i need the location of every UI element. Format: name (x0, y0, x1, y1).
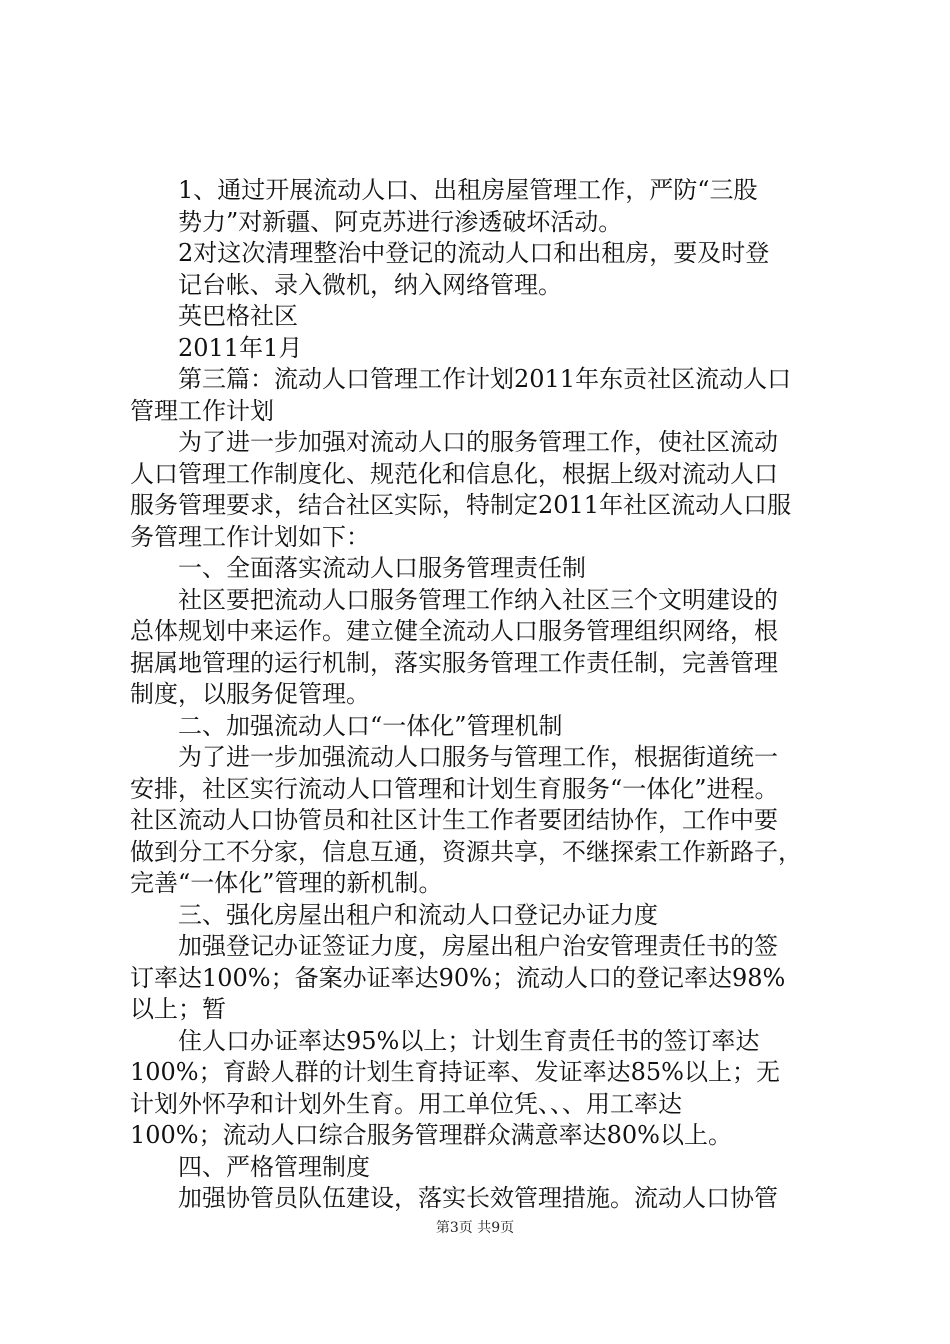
text-line: 社区流动人口协管员和社区计生工作者要团结协作，工作中要 (130, 806, 778, 834)
page-footer: 第3页 共9页 (435, 1220, 515, 1236)
text-line: 记台帐、录入微机，纳入网络管理。 (178, 270, 562, 299)
text-line: 势力”对新疆、阿克苏进行渗透破坏活动。 (178, 207, 623, 236)
text-line: 四、严格管理制度 (178, 1152, 370, 1181)
text-line: 100%；育龄人群的计划生育持证率、发证率达85%以上；无 (130, 1058, 780, 1086)
text-line: 为了进一步加强对流动人口的服务管理工作，使社区流动 (178, 428, 778, 456)
text-line: 2对这次清理整治中登记的流动人口和出租房，要及时登 (178, 239, 770, 267)
text-line: 安排，社区实行流动人口管理和计划生育服务“一体化”进程。 (130, 774, 779, 803)
text-line: 完善“一体化”管理的新机制。 (130, 869, 443, 897)
text-line: 二、加强流动人口“一体化”管理机制 (178, 711, 563, 740)
text-line: 2011年1月 (178, 333, 303, 362)
text-line: 一、全面落实流动人口服务管理责任制 (178, 554, 586, 582)
text-line: 1、通过开展流动人口、出租房屋管理工作，严防“三股 (178, 176, 758, 204)
text-line: 总体规划中来运作。建立健全流动人口服务管理组织网络，根 (130, 617, 778, 645)
text-line: 服务管理要求，结合社区实际，特制定2011年社区流动人口服 (130, 491, 792, 519)
text-line: 订率达100%；备案办证率达90%；流动人口的登记率达98% (130, 963, 786, 992)
text-line: 制度，以服务促管理。 (130, 680, 370, 708)
text-line: 为了进一步加强流动人口服务与管理工作，根据街道统一 (178, 743, 778, 771)
text-line: 社区要把流动人口服务管理工作纳入社区三个文明建设的 (178, 585, 778, 614)
text-line: 英巴格社区 (178, 302, 298, 330)
text-line: 管理工作计划 (130, 396, 274, 425)
document-body (130, 175, 835, 1215)
text-line: 100%；流动人口综合服务管理群众满意率达80%以上。 (130, 1121, 732, 1149)
text-line: 以上；暂 (130, 995, 226, 1023)
text-line: 加强登记办证签证力度，房屋出租户治安管理责任书的签 (178, 932, 778, 960)
text-line: 据属地管理的运行机制，落实服务管理工作责任制，完善管理 (130, 648, 778, 677)
text-line: 人口管理工作制度化、规范化和信息化，根据上级对流动人口 (130, 459, 778, 488)
text-line: 务管理工作计划如下： (130, 522, 370, 551)
text-line: 住人口办证率达95%以上；计划生育责任书的签订率达 (178, 1026, 760, 1055)
text-line: 计划外怀孕和计划外生育。用工单位凭、、、用工率达 (130, 1089, 682, 1118)
text-line: 三、强化房屋出租户和流动人口登记办证力度 (178, 900, 658, 929)
text-line: 做到分工不分家，信息互通，资源共享，不继探索工作新路子， (130, 837, 802, 866)
text-line: 第三篇：流动人口管理工作计划2011年东贡社区流动人口 (178, 365, 792, 393)
text-line: 加强协管员队伍建设，落实长效管理措施。流动人口协管 (178, 1184, 778, 1212)
